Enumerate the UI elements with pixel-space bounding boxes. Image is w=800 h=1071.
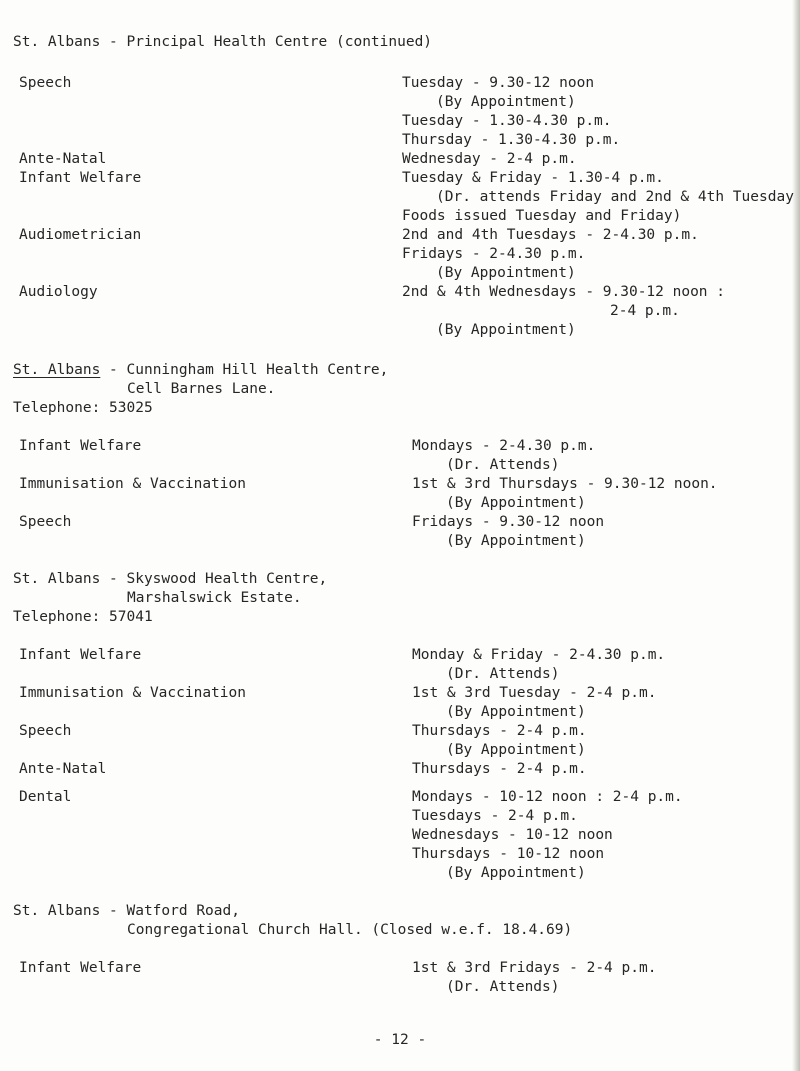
schedule-line: Thursdays - 10-12 noon	[412, 846, 605, 862]
page-number: - 12 -	[373, 1032, 427, 1048]
schedule-line: Mondays - 10-12 noon : 2-4 p.m.	[412, 789, 683, 805]
centre-heading	[13, 361, 388, 381]
schedule-line: Thursdays - 2-4 p.m.	[412, 761, 587, 777]
schedule-line: Wednesday - 2-4 p.m.	[402, 151, 577, 167]
service-antenatal: Ante-Natal	[19, 761, 107, 777]
service-infant-welfare: Infant Welfare	[19, 960, 142, 976]
schedule-line: Thursday - 1.30-4.30 p.m.	[402, 132, 621, 148]
schedule-line: (By Appointment)	[436, 94, 576, 110]
schedule-line: Tuesday - 9.30-12 noon	[402, 75, 595, 91]
schedule-line: (By Appointment)	[446, 742, 586, 758]
centre-place: St. Albans	[13, 362, 101, 378]
centre-name: - Cunningham Hill Health Centre,	[100, 362, 389, 378]
service-speech: Speech	[19, 75, 72, 91]
service-antenatal: Ante-Natal	[19, 151, 107, 167]
service-speech: Speech	[19, 514, 72, 530]
schedule-line: (Dr. Attends)	[446, 666, 560, 682]
schedule-line: (By Appointment)	[436, 322, 576, 338]
centre-address: Marshalswick Estate.	[127, 590, 302, 606]
centre-name: St. Albans - Watford Road,	[13, 903, 240, 919]
schedule-line: Mondays - 2-4.30 p.m.	[412, 438, 596, 454]
schedule-line: Wednesdays - 10-12 noon	[412, 827, 613, 843]
centre-address: Congregational Church Hall. (Closed w.e.f. 18.4.69)	[127, 922, 573, 938]
centre-name: St. Albans - Skyswood Health Centre,	[13, 571, 328, 587]
service-infant-welfare: Infant Welfare	[19, 170, 142, 186]
service-audiology: Audiology	[19, 284, 98, 300]
schedule-line: (Dr. Attends)	[446, 457, 560, 473]
service-speech: Speech	[19, 723, 72, 739]
schedule-line: (Dr. Attends)	[446, 979, 560, 995]
centre-address: Cell Barnes Lane.	[127, 381, 276, 397]
schedule-line: Fridays - 9.30-12 noon	[412, 514, 605, 530]
schedule-line: Foods issued Tuesday and Friday)	[402, 208, 682, 224]
schedule-line: 1st & 3rd Tuesday - 2-4 p.m.	[412, 685, 657, 701]
centre-telephone: Telephone: 53025	[13, 400, 153, 416]
schedule-line: Tuesday & Friday - 1.30-4 p.m.	[402, 170, 664, 186]
page-heading: St. Albans - Principal Health Centre (continued)	[13, 34, 433, 50]
schedule-line: 1st & 3rd Fridays - 2-4 p.m.	[412, 960, 657, 976]
service-infant-welfare: Infant Welfare	[19, 647, 142, 663]
schedule-line: (By Appointment)	[446, 704, 586, 720]
service-infant-welfare: Infant Welfare	[19, 438, 142, 454]
schedule-line: 2nd and 4th Tuesdays - 2-4.30 p.m.	[402, 227, 699, 243]
schedule-line: Tuesday - 1.30-4.30 p.m.	[402, 113, 612, 129]
schedule-line: (By Appointment)	[446, 865, 586, 881]
schedule-line: 2-4 p.m.	[610, 303, 680, 319]
schedule-line: (By Appointment)	[436, 265, 576, 281]
page-edge-shadow	[792, 0, 800, 1071]
service-dental: Dental	[19, 789, 72, 805]
schedule-line: (By Appointment)	[446, 495, 586, 511]
schedule-line: Fridays - 2-4.30 p.m.	[402, 246, 586, 262]
centre-telephone: Telephone: 57041	[13, 609, 153, 625]
schedule-line: (By Appointment)	[446, 533, 586, 549]
service-audiometrician: Audiometrician	[19, 227, 142, 243]
schedule-line: (Dr. attends Friday and 2nd & 4th Tuesday	[436, 189, 794, 205]
schedule-line: Tuesdays - 2-4 p.m.	[412, 808, 578, 824]
schedule-line: 2nd & 4th Wednesdays - 9.30-12 noon :	[402, 284, 726, 300]
schedule-line: 1st & 3rd Thursdays - 9.30-12 noon.	[412, 476, 718, 492]
service-immunisation: Immunisation & Vaccination	[19, 685, 246, 701]
service-immunisation: Immunisation & Vaccination	[19, 476, 246, 492]
schedule-line: Monday & Friday - 2-4.30 p.m.	[412, 647, 666, 663]
schedule-line: Thursdays - 2-4 p.m.	[412, 723, 587, 739]
